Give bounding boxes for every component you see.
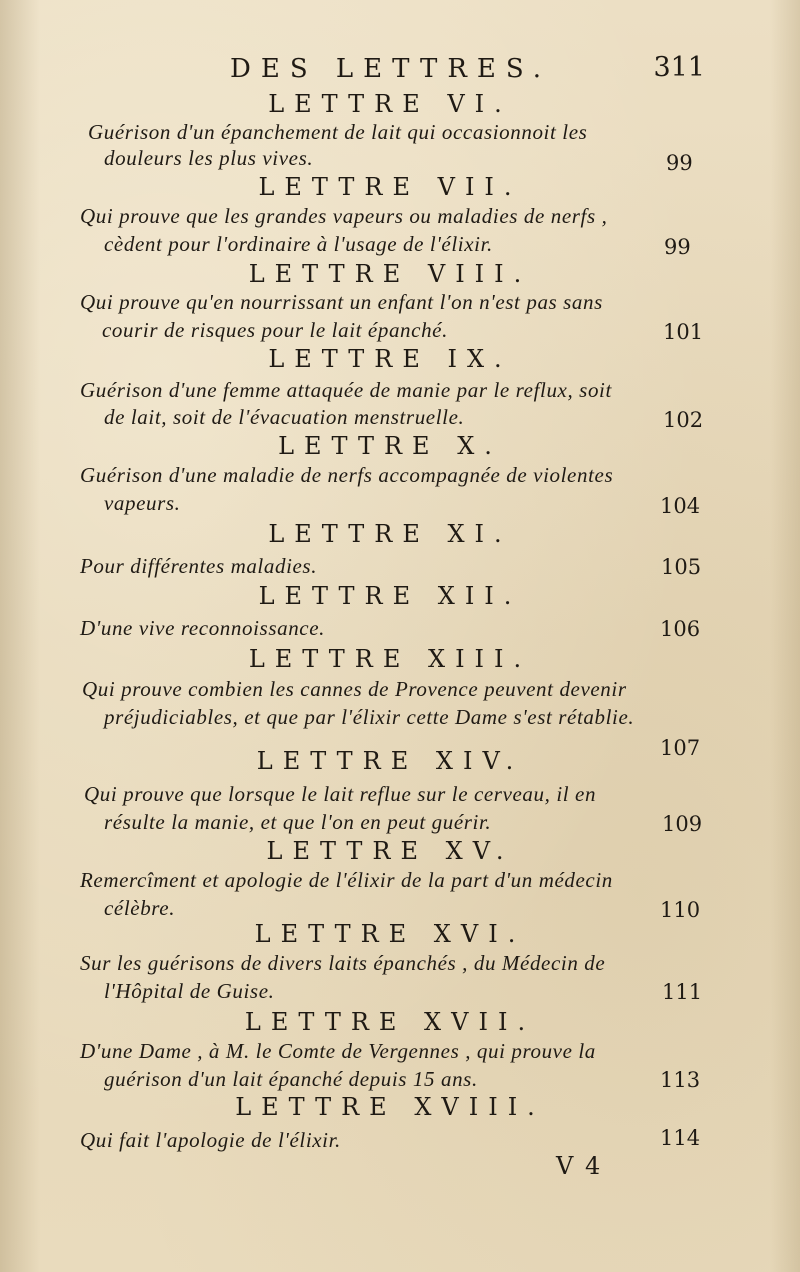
entry-page: 101 (663, 320, 704, 344)
entry-line: vapeurs. (104, 491, 181, 515)
letter-heading: LETTRE VI. (268, 90, 512, 118)
letter-heading: LETTRE XVI. (254, 920, 526, 948)
entry-line: Qui fait l'apologie de l'élixir. (80, 1128, 341, 1152)
page-number: 311 (653, 52, 705, 83)
letter-heading: LETTRE VII. (258, 173, 522, 201)
letter-heading: LETTRE XIV. (256, 747, 524, 775)
letter-heading: LETTRE XI. (268, 520, 512, 548)
entry-page: 106 (660, 617, 701, 641)
signature-mark: V 4 (556, 1152, 603, 1180)
entry-line: Qui prouve qu'en nourrissant un enfant l'on n'est pas sans (80, 290, 603, 314)
entry-line: Sur les guérisons de divers laits épanchés , du Médecin de (80, 951, 606, 975)
entry-page: 104 (660, 494, 701, 518)
entry-line: Pour différentes maladies. (80, 554, 318, 578)
entry-line: Guérison d'un épanchement de lait qui occasionnoit les (88, 120, 588, 144)
entry-line: l'Hôpital de Guise. (104, 979, 275, 1003)
entry-line: D'une vive reconnoissance. (80, 616, 325, 640)
entry-line: célèbre. (104, 896, 176, 920)
entry-page: 105 (661, 555, 702, 579)
entry-line: préjudiciables, et que par l'élixir cette Dame s'est rétablie. (104, 705, 635, 729)
entry-line: courir de risques pour le lait épanché. (102, 318, 448, 342)
entry-line: Guérison d'une femme attaquée de manie par le reflux, soit (80, 378, 612, 402)
entry-page: 113 (660, 1068, 701, 1092)
letter-heading: LETTRE XV. (266, 837, 514, 865)
entry-line: de lait, soit de l'évacuation menstruelle. (104, 405, 465, 429)
entry-line: Qui prouve combien les cannes de Provence peuvent devenir (82, 677, 627, 701)
entry-page: 99 (664, 235, 691, 259)
entry-page: 102 (663, 408, 704, 432)
running-head (80, 50, 705, 90)
letter-heading: LETTRE X. (278, 432, 502, 460)
entry-page: 99 (666, 151, 693, 175)
letter-heading: LETTRE IX. (268, 345, 512, 373)
entry-line: Qui prouve que les grandes vapeurs ou maladies de nerfs , (80, 204, 608, 228)
entry-line: résulte la manie, et que l'on en peut guérir. (104, 810, 492, 834)
letter-heading: LETTRE VIII. (248, 260, 532, 288)
letter-heading: LETTRE XII. (258, 582, 522, 610)
entry-line: Remercîment et apologie de l'élixir de la part d'un médecin (80, 868, 613, 892)
entry-line: Qui prouve que lorsque le lait reflue sur le cerveau, il en (84, 782, 597, 806)
entry-line: D'une Dame , à M. le Comte de Vergennes , qui prouve la (80, 1039, 596, 1063)
entry-page: 111 (662, 980, 703, 1004)
entry-page: 114 (660, 1126, 701, 1150)
entry-page: 107 (660, 736, 701, 760)
letter-heading: LETTRE XIII. (248, 645, 532, 673)
entry-page: 109 (662, 812, 703, 836)
entry-line: Guérison d'une maladie de nerfs accompagnée de violentes (80, 463, 614, 487)
entry-page: 110 (660, 898, 701, 922)
entry-line: douleurs les plus vives. (104, 146, 314, 170)
running-title: DES LETTRES. (230, 54, 552, 84)
entry-line: cèdent pour l'ordinaire à l'usage de l'élixir. (104, 232, 493, 256)
letter-heading: LETTRE XVIII. (235, 1093, 545, 1121)
entry-line: guérison d'un lait épanché depuis 15 ans. (104, 1067, 478, 1091)
letter-heading: LETTRE XVII. (244, 1008, 536, 1036)
